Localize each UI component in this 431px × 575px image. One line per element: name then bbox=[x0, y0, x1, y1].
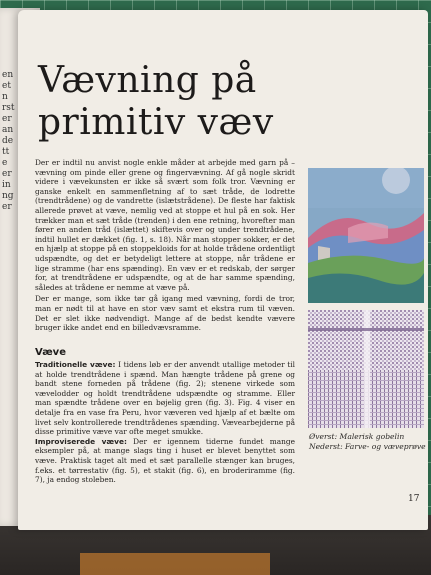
intro-paragraph: Der er indtil nu anvist nogle enkle måder at arbejde med garn på – vævning om pinde eller grene og fingervævning. Af gå nogle skridt videre i vævekunsten er ikke så svært som folk tror. Vævning er ganske enkelt en sammenfletning af to sæt tråde, de lodrette (trendtrådene) og de vandrette (islætstrådene). De fleste har faktisk allerede prøvet at væve, nemlig ved at stoppe et hul på en sok. Her trækker man et sæt tråde (trenden) i den ene retning, hvorefter man fører en anden tråd (islættet) skiftevis over og under trendtrådene, indtil hullet er dækket (fig. 1, s. 18). Når man stopper sokker, er det en hjælp at stoppe på en stoppekloids for at holde trådene ordentligt udspændte, og det er betydeligt lettere at stoppe, når trådene er lige stramme (har ens spænding). En væv er et redskab, der sørger for, at trendtrådene er udspændte, og at de har samme spænding, således at trådene er nemme at væve på. bbox=[35, 158, 295, 292]
intro-paragraph-2: Der er mange, som ikke tør gå igang med vævning, fordi de tror, man er nødt til at have en stor væv samt et ekstra rum til væven. Det er slet ikke nødvendigt. Mange af de bedst kendte vævere bruger ikke andet end en billedvævsramme. bbox=[35, 294, 295, 333]
previous-page-fragment: et bbox=[2, 81, 11, 91]
improvised-text: Der er igennem tiderne fundet mange eksempler på, at mange slags ting i huset er blevet benyttet som væve. Praktisk taget alt med et sæt parallelle stænger kan bruges, f.eks. et tørrestativ (fig. 5), et stakit (fig. 6), en broderiramme (fig. 7), ja endog stoleben. bbox=[35, 436, 295, 485]
title-line-1: Vævning på bbox=[38, 60, 257, 101]
page-title bbox=[38, 60, 338, 144]
intro-text bbox=[35, 158, 295, 335]
previous-page-fragment: tt bbox=[2, 147, 10, 157]
previous-page-fragment: de bbox=[2, 136, 14, 146]
floor-object bbox=[80, 553, 270, 575]
caption-line-2: Nederst: Farve- og væveprøve bbox=[309, 442, 426, 451]
previous-page-fragment: er bbox=[2, 169, 12, 179]
previous-page-fragment: e bbox=[2, 158, 8, 168]
traditional-text: I tidens løb er der anvendt utallige metoder til at holde trendtrådene i spænd. Man hængte trådene på grene og bandt stene forneden på trådene (fig. 2); stenene virkede som vævelodder og holdt trendtrådene udspændte og stramme. Eller man spændte trådene over en bøjelig gren (fig. 3). Fig. 4 viser en detalje fra en vase fra Peru, hvor væveren ved hjælp af et bælte om livet selv kontrollerede trendtrådenes spænding. Vævearbejderne på disse primitive væve var ofte meget smukke. bbox=[35, 360, 295, 437]
previous-page-fragment: er bbox=[2, 202, 12, 212]
book-page bbox=[18, 10, 428, 530]
previous-page-fragment: an bbox=[2, 125, 14, 135]
previous-page-fragment: in bbox=[2, 180, 11, 190]
title-line-2: primitiv væv bbox=[38, 102, 274, 143]
traditional-paragraph bbox=[35, 360, 295, 437]
previous-page-text bbox=[2, 70, 16, 213]
improvised-paragraph bbox=[35, 437, 295, 485]
previous-page-fragment: ng bbox=[2, 191, 14, 201]
tapestry-photo bbox=[308, 168, 424, 303]
sub-heading-improvised: Improviserede væve: bbox=[35, 436, 127, 446]
photo-caption bbox=[309, 432, 431, 452]
previous-page-fragment: en bbox=[2, 70, 14, 80]
page-number: 17 bbox=[408, 494, 420, 504]
previous-page-fragment: n bbox=[2, 92, 8, 102]
weave-sample-photo bbox=[308, 310, 424, 428]
section-text bbox=[35, 360, 295, 485]
previous-page-fragment: er bbox=[2, 114, 12, 124]
section-heading: Væve bbox=[35, 347, 66, 358]
previous-page-fragment: rst bbox=[2, 103, 15, 113]
caption-line-1: Øverst: Malerisk gobelin bbox=[309, 432, 405, 441]
sub-heading-traditional: Traditionelle væve: bbox=[35, 360, 116, 369]
